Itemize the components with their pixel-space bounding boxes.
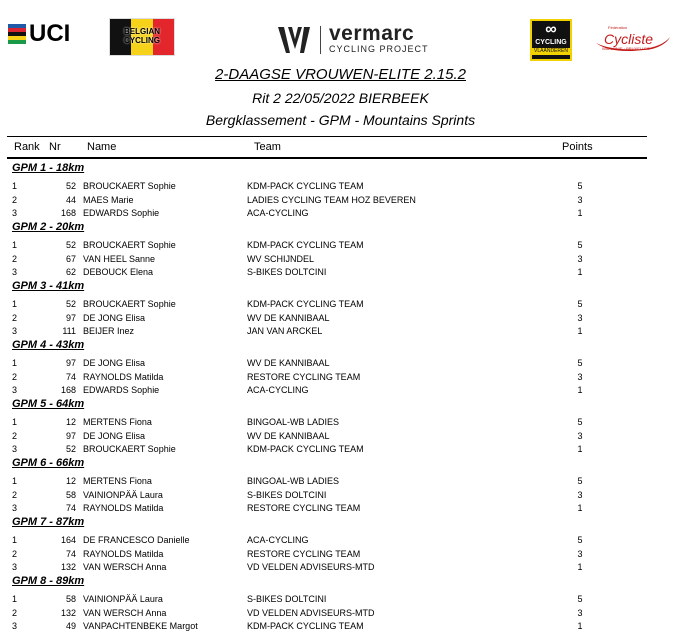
team-cell: WV DE KANNIBAAL [247, 430, 330, 441]
nr-cell: 52 [65, 240, 76, 250]
name-cell: RAYNOLDS Matilda [83, 371, 164, 382]
uci-rainbow-icon [8, 24, 26, 44]
rank-cell: 1 [12, 240, 18, 250]
col-team: Team [254, 141, 281, 153]
table-row [0, 180, 681, 193]
name-cell: BEIJER Inez [83, 326, 135, 337]
nr-cell: 74 [65, 548, 76, 559]
name-cell: BROUCKAERT Sophie [83, 444, 176, 455]
nr-cell: 168 [60, 385, 76, 396]
name-cell: BROUCKAERT Sophie [83, 240, 176, 250]
nr-cell: 111 [62, 326, 76, 337]
uci-logo-text: UCI [29, 20, 71, 47]
rank-cell: 2 [12, 607, 18, 618]
vermarc-divider [320, 26, 321, 54]
table-row [0, 357, 681, 370]
table-row [0, 253, 681, 266]
nr-cell: 67 [65, 253, 76, 264]
points-cell: 5 [577, 476, 583, 486]
rank-cell: 2 [12, 253, 18, 264]
team-cell: KDM-PACK CYCLING TEAM [247, 181, 364, 191]
gpm-title: GPM 1 - 18km [12, 162, 85, 174]
team-cell: RESTORE CYCLING TEAM [247, 548, 361, 559]
nr-cell: 74 [65, 503, 76, 514]
nr-cell: 62 [65, 267, 76, 278]
nr-cell: 97 [65, 430, 76, 441]
vermarc-sub: CYCLING PROJECT [329, 44, 429, 54]
name-cell: MERTENS Fiona [83, 476, 152, 486]
fcwb-top: Fédération [608, 25, 628, 30]
points-cell: 1 [577, 621, 583, 632]
table-row [0, 534, 681, 547]
points-cell: 1 [577, 503, 583, 514]
team-cell: BINGOAL-WB LADIES [247, 417, 340, 427]
points-cell: 3 [577, 607, 583, 618]
team-cell: RESTORE CYCLING TEAM [247, 503, 361, 514]
name-cell: VAN WERSCH Anna [83, 562, 167, 573]
col-nr: Nr [49, 141, 61, 153]
table-row [0, 384, 681, 397]
table-row [0, 593, 681, 606]
nr-cell: 12 [65, 417, 76, 427]
cycling-vl-line1: CYCLING [535, 39, 567, 46]
points-cell: 3 [577, 253, 583, 264]
points-cell: 3 [577, 430, 583, 441]
points-cell: 3 [577, 371, 583, 382]
col-name: Name [87, 141, 117, 153]
rank-cell: 2 [12, 548, 18, 559]
points-cell: 3 [577, 548, 583, 559]
nr-cell: 58 [65, 594, 76, 604]
belgian-cycling-logo [109, 18, 175, 56]
belgian-logo-line1: BELGIAN [124, 27, 160, 36]
rank-cell: 2 [12, 312, 18, 323]
fcwb-main: Cycliste [604, 31, 654, 47]
team-cell: ACA-CYCLING [247, 385, 309, 396]
vermarc-mark-icon [276, 25, 314, 55]
gpm-title: GPM 4 - 43km [12, 339, 85, 351]
cycling-vl-line2: VLAANDEREN [532, 48, 570, 55]
table-row [0, 207, 681, 220]
stage-info: Rit 2 22/05/2022 BIERBEEK [252, 90, 429, 106]
uci-logo [8, 20, 71, 47]
rank-cell: 1 [12, 594, 18, 604]
rank-cell: 3 [12, 267, 18, 278]
team-cell: S-BIKES DOLTCINI [247, 267, 327, 278]
name-cell: DE JONG Elisa [83, 312, 146, 323]
fcwb-bottom: WALLONIE · BRUXELLES [602, 46, 650, 51]
table-row [0, 371, 681, 384]
nr-cell: 97 [65, 358, 76, 368]
gpm-title: GPM 3 - 41km [12, 280, 85, 292]
table-row [0, 266, 681, 279]
rank-cell: 3 [12, 326, 18, 337]
name-cell: VAINIONPÄÄ Laura [83, 489, 163, 500]
name-cell: DE FRANCESCO Danielle [83, 535, 190, 545]
nr-cell: 52 [65, 181, 76, 191]
nr-cell: 164 [60, 535, 76, 545]
gpm-title: GPM 2 - 20km [12, 221, 85, 233]
rank-cell: 3 [12, 621, 18, 632]
team-cell: BINGOAL-WB LADIES [247, 476, 340, 486]
team-cell: S-BIKES DOLTCINI [247, 489, 327, 500]
table-row [0, 489, 681, 502]
points-cell: 1 [577, 385, 583, 396]
points-cell: 5 [577, 358, 583, 368]
table-row [0, 298, 681, 311]
name-cell: RAYNOLDS Matilda [83, 503, 164, 514]
classification-title: Bergklassement - GPM - Mountains Sprints [205, 112, 476, 128]
team-cell: KDM-PACK CYCLING TEAM [247, 444, 364, 455]
table-row [0, 430, 681, 443]
name-cell: RAYNOLDS Matilda [83, 548, 164, 559]
name-cell: VAN HEEL Sanne [83, 253, 156, 264]
belgian-logo-line2: CYCLING [124, 36, 160, 45]
nr-cell: 97 [65, 312, 76, 323]
points-cell: 1 [577, 562, 583, 573]
table-row [0, 561, 681, 574]
table-row [0, 548, 681, 561]
points-cell: 1 [577, 444, 583, 455]
nr-cell: 132 [60, 607, 76, 618]
points-cell: 5 [577, 181, 583, 191]
table-row [0, 475, 681, 488]
table-row [0, 312, 681, 325]
nr-cell: 49 [65, 621, 76, 632]
team-cell: JAN VAN ARCKEL [247, 326, 323, 337]
name-cell: DE JONG Elisa [83, 430, 146, 441]
name-cell: EDWARDS Sophie [83, 385, 160, 396]
team-cell: RESTORE CYCLING TEAM [247, 371, 361, 382]
rank-cell: 3 [12, 385, 18, 396]
table-row [0, 620, 681, 633]
vermarc-name: vermarc [329, 22, 415, 45]
rank-cell: 1 [12, 358, 18, 368]
fcwb-logo [592, 23, 672, 55]
table-header-rule [7, 157, 647, 159]
rank-cell: 2 [12, 430, 18, 441]
name-cell: DE JONG Elisa [83, 358, 146, 368]
nr-cell: 132 [60, 562, 76, 573]
table-row [0, 443, 681, 456]
rank-cell: 1 [12, 181, 18, 191]
points-cell: 5 [577, 535, 583, 545]
team-cell: WV DE KANNIBAAL [247, 358, 330, 368]
gpm-title: GPM 6 - 66km [12, 457, 85, 469]
points-cell: 3 [577, 489, 583, 500]
team-cell: VD VELDEN ADVISEURS-MTD [247, 562, 375, 573]
rank-cell: 3 [12, 503, 18, 514]
rank-cell: 3 [12, 562, 18, 573]
nr-cell: 74 [65, 371, 76, 382]
name-cell: VANPACHTENBEKE Margot [83, 621, 198, 632]
name-cell: DEBOUCK Elena [83, 267, 154, 278]
gpm-title: GPM 8 - 89km [12, 575, 85, 587]
team-cell: KDM-PACK CYCLING TEAM [247, 299, 364, 309]
rank-cell: 3 [12, 444, 18, 455]
points-cell: 1 [577, 326, 583, 337]
rank-cell: 2 [12, 489, 18, 500]
points-cell: 3 [577, 194, 583, 205]
table-row [0, 607, 681, 620]
nr-cell: 168 [60, 208, 76, 219]
points-cell: 1 [577, 267, 583, 278]
team-cell: KDM-PACK CYCLING TEAM [247, 621, 364, 632]
infinity-icon: ∞ [545, 21, 557, 38]
team-cell: ACA-CYCLING [247, 208, 309, 219]
team-cell: LADIES CYCLING TEAM HOZ BEVEREN [247, 194, 416, 205]
nr-cell: 44 [65, 194, 76, 205]
rank-cell: 3 [12, 208, 18, 219]
table-row [0, 194, 681, 207]
nr-cell: 52 [65, 444, 76, 455]
points-cell: 5 [577, 417, 583, 427]
rank-cell: 1 [12, 476, 18, 486]
name-cell: EDWARDS Sophie [83, 208, 160, 219]
name-cell: MAES Marie [83, 194, 134, 205]
rank-cell: 2 [12, 194, 18, 205]
vermarc-logo [276, 24, 429, 55]
team-cell: S-BIKES DOLTCINI [247, 594, 327, 604]
rank-cell: 2 [12, 371, 18, 382]
rank-cell: 1 [12, 535, 18, 545]
points-cell: 3 [577, 312, 583, 323]
nr-cell: 12 [65, 476, 76, 486]
points-cell: 5 [577, 240, 583, 250]
col-rank: Rank [14, 141, 40, 153]
table-row [0, 416, 681, 429]
points-cell: 5 [577, 594, 583, 604]
rank-cell: 1 [12, 417, 18, 427]
points-cell: 1 [577, 208, 583, 219]
team-cell: WV DE KANNIBAAL [247, 312, 330, 323]
table-top-rule [7, 136, 647, 137]
name-cell: VAN WERSCH Anna [83, 607, 167, 618]
cycling-vlaanderen-logo [530, 19, 572, 61]
rank-cell: 1 [12, 299, 18, 309]
col-points: Points [562, 141, 593, 153]
table-row [0, 325, 681, 338]
team-cell: VD VELDEN ADVISEURS-MTD [247, 607, 375, 618]
table-row [0, 239, 681, 252]
team-cell: KDM-PACK CYCLING TEAM [247, 240, 364, 250]
team-cell: WV SCHIJNDEL [247, 253, 315, 264]
gpm-title: GPM 5 - 64km [12, 398, 85, 410]
team-cell: ACA-CYCLING [247, 535, 309, 545]
points-cell: 5 [577, 299, 583, 309]
name-cell: BROUCKAERT Sophie [83, 181, 176, 191]
name-cell: VAINIONPÄÄ Laura [83, 594, 163, 604]
race-title: 2-DAAGSE VROUWEN-ELITE 2.15.2 [215, 66, 466, 83]
name-cell: MERTENS Fiona [83, 417, 152, 427]
name-cell: BROUCKAERT Sophie [83, 299, 176, 309]
gpm-title: GPM 7 - 87km [12, 516, 85, 528]
table-row [0, 502, 681, 515]
nr-cell: 52 [65, 299, 76, 309]
nr-cell: 58 [65, 489, 76, 500]
